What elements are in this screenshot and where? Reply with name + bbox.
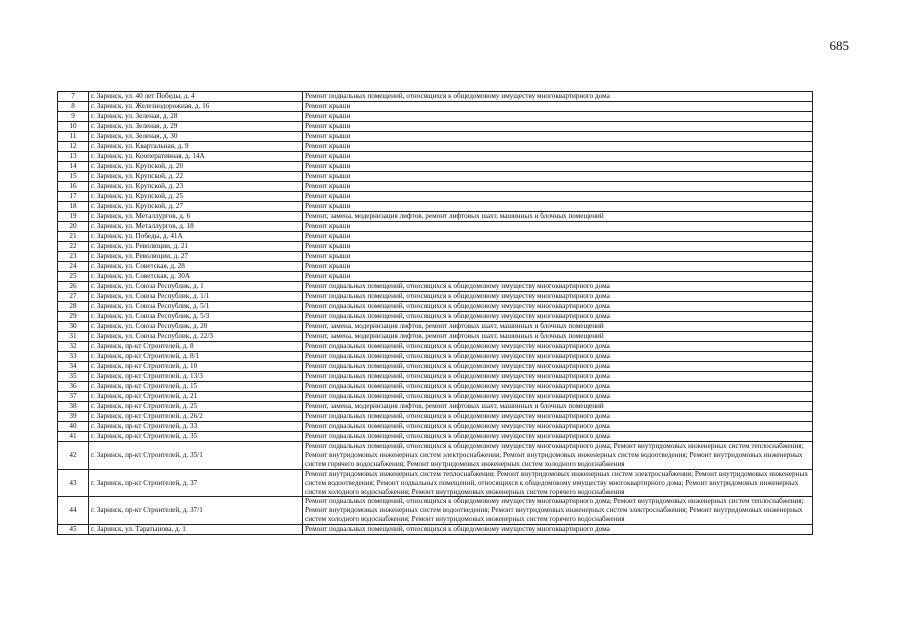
row-number: 33 (58, 352, 89, 362)
work-type-cell: Ремонт крыши (303, 242, 813, 252)
work-type-cell: Ремонт крыши (303, 152, 813, 162)
row-number: 19 (58, 212, 89, 222)
address-cell: г. Заринск, ул. Железнодорожная, д. 16 (89, 102, 303, 112)
table-row (58, 212, 813, 222)
table-row (58, 142, 813, 152)
row-number: 44 (58, 497, 89, 525)
table-row (58, 382, 813, 392)
address-cell: г. Заринск, пр-кт Строителей, д. 15 (89, 382, 303, 392)
work-type-cell: Ремонт крыши (303, 252, 813, 262)
row-number: 20 (58, 222, 89, 232)
table-row (58, 122, 813, 132)
row-number: 36 (58, 382, 89, 392)
address-cell: г. Заринск, пр-кт Строителей, д. 35 (89, 432, 303, 442)
table-row (58, 402, 813, 412)
row-number: 42 (58, 442, 89, 470)
work-type-cell: Ремонт, замена, модернизация лифтов, ремонт лифтовых шахт, машинных и блочных помещений (303, 212, 813, 222)
table-row (58, 442, 813, 470)
row-number: 40 (58, 422, 89, 432)
row-number: 29 (58, 312, 89, 322)
work-type-cell: Ремонт крыши (303, 132, 813, 142)
work-type-cell: Ремонт крыши (303, 222, 813, 232)
work-type-cell: Ремонт подвальных помещений, относящихся к общедомовому имуществу многоквартирного дома (303, 282, 813, 292)
work-type-cell: Ремонт крыши (303, 102, 813, 112)
work-type-cell: Ремонт крыши (303, 122, 813, 132)
work-type-cell: Ремонт подвальных помещений, относящихся к общедомовому имуществу многоквартирного дома (303, 525, 813, 535)
table-body (58, 92, 813, 535)
work-type-cell: Ремонт крыши (303, 232, 813, 242)
work-type-cell: Ремонт крыши (303, 162, 813, 172)
row-number: 30 (58, 322, 89, 332)
work-type-cell: Ремонт подвальных помещений, относящихся к общедомовому имуществу многоквартирного дома (303, 92, 813, 102)
address-cell: г. Заринск, ул. Союза Республик, д. 1 (89, 282, 303, 292)
work-type-cell: Ремонт крыши (303, 142, 813, 152)
address-cell: г. Заринск, пр-кт Строителей, д. 35/1 (89, 442, 303, 470)
row-number: 16 (58, 182, 89, 192)
work-type-cell: Ремонт крыши (303, 192, 813, 202)
row-number: 37 (58, 392, 89, 402)
table-row (58, 362, 813, 372)
row-number: 10 (58, 122, 89, 132)
address-cell: г. Заринск, ул. Крупской, д. 23 (89, 182, 303, 192)
address-cell: г. Заринск, пр-кт Строителей, д. 8/1 (89, 352, 303, 362)
table-row (58, 222, 813, 232)
address-cell: г. Заринск, ул. Зеленая, д. 29 (89, 122, 303, 132)
table-row (58, 312, 813, 322)
work-type-cell: Ремонт подвальных помещений, относящихся к общедомовому имуществу многоквартирного дома (303, 362, 813, 372)
row-number: 35 (58, 372, 89, 382)
work-type-cell: Ремонт подвальных помещений, относящихся к общедомовому имуществу многоквартирного дома; Ремонт внутридомовых инженерных систем теплоснабжения; Ремонт внутридомовых инженерных систем электроснабжения; Ремонт внутридомовых инженерных систем водоотведения; Ремонт внутридомовых инженерных систем горячего водоснабжения; Ремонт внутридомовых инженерных систем холодного водоснабжения (303, 442, 813, 470)
work-type-cell: Ремонт, замена, модернизация лифтов, ремонт лифтовых шахт, машинных и блочных помещений (303, 332, 813, 342)
table-row (58, 232, 813, 242)
table-row (58, 132, 813, 142)
address-cell: г. Заринск, ул. Зеленая, д. 30 (89, 132, 303, 142)
row-number: 45 (58, 525, 89, 535)
work-type-cell: Ремонт внутридомовых инженерных систем теплоснабжения; Ремонт внутридомовых инженерных систем электроснабжения; Ремонт внутридомовых инженерных систем водоотведения; Ремонт подвальных помещений, относящихся к общедомовому имуществу многоквартирного дома; Ремонт внутридомовых инженерных систем холодного водоснабжения; Ремонт внутридомовых инженерных систем горячего водоснабжения (303, 469, 813, 497)
work-type-cell: Ремонт крыши (303, 112, 813, 122)
table-row (58, 242, 813, 252)
address-cell: г. Заринск, ул. Крупской, д. 20 (89, 162, 303, 172)
table-row (58, 332, 813, 342)
address-cell: г. Заринск, ул. Победы, д. 41А (89, 232, 303, 242)
address-cell: г. Заринск, ул. Таратынова, д. 1 (89, 525, 303, 535)
table-row (58, 302, 813, 312)
address-cell: г. Заринск, ул. Крупской, д. 25 (89, 192, 303, 202)
address-cell: г. Заринск, ул. Союза Республик, д. 5/3 (89, 312, 303, 322)
address-cell: г. Заринск, ул. Металлургов, д. 6 (89, 212, 303, 222)
row-number: 32 (58, 342, 89, 352)
table-row (58, 112, 813, 122)
row-number: 8 (58, 102, 89, 112)
work-type-cell: Ремонт крыши (303, 272, 813, 282)
work-type-cell: Ремонт крыши (303, 182, 813, 192)
work-type-cell: Ремонт крыши (303, 202, 813, 212)
row-number: 43 (58, 469, 89, 497)
work-type-cell: Ремонт, замена, модернизация лифтов, ремонт лифтовых шахт, машинных и блочных помещений (303, 402, 813, 412)
address-cell: г. Заринск, ул. Зеленая, д. 28 (89, 112, 303, 122)
table-row (58, 182, 813, 192)
row-number: 15 (58, 172, 89, 182)
table-row (58, 172, 813, 182)
address-cell: г. Заринск, ул. Союза Республик, д. 22/3 (89, 332, 303, 342)
address-cell: г. Заринск, пр-кт Строителей, д. 33 (89, 422, 303, 432)
work-type-cell: Ремонт крыши (303, 172, 813, 182)
row-number: 9 (58, 112, 89, 122)
repair-register-table (57, 91, 813, 535)
row-number: 39 (58, 412, 89, 422)
work-type-cell: Ремонт подвальных помещений, относящихся к общедомовому имуществу многоквартирного дома (303, 372, 813, 382)
address-cell: г. Заринск, ул. Революции, д. 27 (89, 252, 303, 262)
work-type-cell: Ремонт подвальных помещений, относящихся к общедомовому имуществу многоквартирного дома; Ремонт внутридомовых инженерных систем теплоснабжения; Ремонт внутридомовых инженерных систем водоотведения; Ремонт внутридомовых инженерных систем электроснабжения; Ремонт внутридомовых инженерных систем холодного водоснабжения; Ремонт внутридомовых инженерных систем горячего водоснабжения (303, 497, 813, 525)
address-cell: г. Заринск, пр-кт Строителей, д. 21 (89, 392, 303, 402)
work-type-cell: Ремонт подвальных помещений, относящихся к общедомовому имуществу многоквартирного дома (303, 292, 813, 302)
row-number: 7 (58, 92, 89, 102)
row-number: 18 (58, 202, 89, 212)
work-type-cell: Ремонт подвальных помещений, относящихся к общедомовому имуществу многоквартирного дома (303, 352, 813, 362)
table-row (58, 372, 813, 382)
work-type-cell: Ремонт подвальных помещений, относящихся к общедомовому имуществу многоквартирного дома (303, 422, 813, 432)
table-row (58, 432, 813, 442)
page-number: 685 (829, 38, 849, 53)
address-cell: г. Заринск, пр-кт Строителей, д. 13/3 (89, 372, 303, 382)
table-row (58, 202, 813, 212)
address-cell: г. Заринск, ул. Союза Республик, д. 1/1 (89, 292, 303, 302)
table-row (58, 412, 813, 422)
address-cell: г. Заринск, пр-кт Строителей, д. 37/1 (89, 497, 303, 525)
row-number: 28 (58, 302, 89, 312)
work-type-cell: Ремонт подвальных помещений, относящихся к общедомовому имуществу многоквартирного дома (303, 312, 813, 322)
address-cell: г. Заринск, ул. 40 лет Победы, д. 4 (89, 92, 303, 102)
address-cell: г. Заринск, ул. Советская, д. 28 (89, 262, 303, 272)
table-row (58, 469, 813, 497)
row-number: 27 (58, 292, 89, 302)
table-row (58, 422, 813, 432)
address-cell: г. Заринск, ул. Квартальная, д. 9 (89, 142, 303, 152)
work-type-cell: Ремонт крыши (303, 262, 813, 272)
address-cell: г. Заринск, ул. Советская, д. 30А (89, 272, 303, 282)
table-row (58, 352, 813, 362)
table-row (58, 525, 813, 535)
work-type-cell: Ремонт подвальных помещений, относящихся к общедомовому имуществу многоквартирного дома (303, 302, 813, 312)
table-row (58, 262, 813, 272)
address-cell: г. Заринск, пр-кт Строителей, д. 37 (89, 469, 303, 497)
address-cell: г. Заринск, ул. Союза Республик, д. 5/1 (89, 302, 303, 312)
table-row (58, 322, 813, 332)
table-row (58, 282, 813, 292)
table-row (58, 252, 813, 262)
work-type-cell: Ремонт подвальных помещений, относящихся к общедомовому имуществу многоквартирного дома (303, 392, 813, 402)
row-number: 17 (58, 192, 89, 202)
table-row (58, 102, 813, 112)
row-number: 12 (58, 142, 89, 152)
address-cell: г. Заринск, ул. Революции, д. 21 (89, 242, 303, 252)
work-type-cell: Ремонт, замена, модернизация лифтов, ремонт лифтовых шахт, машинных и блочных помещений (303, 322, 813, 332)
address-cell: г. Заринск, ул. Металлургов, д. 18 (89, 222, 303, 232)
table-row (58, 92, 813, 102)
row-number: 22 (58, 242, 89, 252)
row-number: 31 (58, 332, 89, 342)
table-row (58, 342, 813, 352)
work-type-cell: Ремонт подвальных помещений, относящихся к общедомовому имуществу многоквартирного дома (303, 412, 813, 422)
address-cell: г. Заринск, ул. Крупской, д. 27 (89, 202, 303, 212)
table-row (58, 162, 813, 172)
row-number: 34 (58, 362, 89, 372)
row-number: 21 (58, 232, 89, 242)
row-number: 14 (58, 162, 89, 172)
row-number: 25 (58, 272, 89, 282)
row-number: 41 (58, 432, 89, 442)
address-cell: г. Заринск, пр-кт Строителей, д. 25 (89, 402, 303, 412)
table-row (58, 497, 813, 525)
address-cell: г. Заринск, ул. Союза Республик, д. 20 (89, 322, 303, 332)
row-number: 24 (58, 262, 89, 272)
address-cell: г. Заринск, ул. Кооперативная, д. 14А (89, 152, 303, 162)
work-type-cell: Ремонт подвальных помещений, относящихся к общедомовому имуществу многоквартирного дома (303, 342, 813, 352)
table-row (58, 192, 813, 202)
address-cell: г. Заринск, пр-кт Строителей, д. 10 (89, 362, 303, 372)
address-cell: г. Заринск, ул. Крупской, д. 22 (89, 172, 303, 182)
table-row (58, 292, 813, 302)
table-row (58, 392, 813, 402)
table-row (58, 272, 813, 282)
row-number: 13 (58, 152, 89, 162)
address-cell: г. Заринск, пр-кт Строителей, д. 8 (89, 342, 303, 352)
work-type-cell: Ремонт подвальных помещений, относящихся к общедомовому имуществу многоквартирного дома (303, 432, 813, 442)
row-number: 26 (58, 282, 89, 292)
row-number: 11 (58, 132, 89, 142)
work-type-cell: Ремонт подвальных помещений, относящихся к общедомовому имуществу многоквартирного дома (303, 382, 813, 392)
table-row (58, 152, 813, 162)
row-number: 23 (58, 252, 89, 262)
address-cell: г. Заринск, пр-кт Строителей, д. 26/2 (89, 412, 303, 422)
row-number: 38 (58, 402, 89, 412)
